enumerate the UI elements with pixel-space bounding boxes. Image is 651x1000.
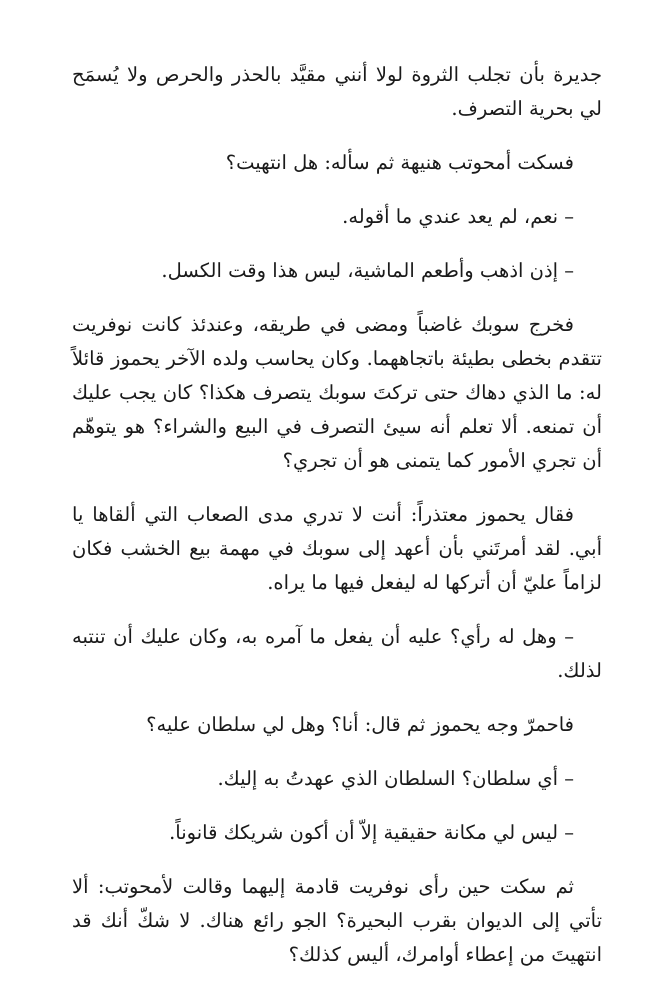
paragraph-narration: فاحمرّ وجه يحموز ثم قال: أنا؟ وهل لي سلطان عليه؟ xyxy=(146,713,574,736)
dialogue-line: – نعم، لم يعد عندي ما أقوله. xyxy=(342,205,574,228)
book-page xyxy=(72,58,602,992)
paragraph-narration: فقال يحموز معتذراً: أنت لا تدري مدى الصعاب التي ألقاها يا أبي. لقد أمرتَني بأن أعهد إلى سوبك في مهمة بيع الخشب فكان لزاماً عليّ أن أتركها له ليفعل فيها ما يراه. xyxy=(72,503,602,594)
dialogue-line: – ليس لي مكانة حقيقية إلاّ أن أكون شريكك قانوناً. xyxy=(169,821,574,844)
paragraph-continuation: جديرة بأن تجلب الثروة لولا أنني مقيَّد بالحذر والحرص ولا يُسمَح لي بحرية التصرف. xyxy=(72,63,602,120)
paragraph-narration: فخرج سوبك غاضباً ومضى في طريقه، وعندئذ كانت نوفريت تتقدم بخطى بطيئة باتجاههما. وكان يحاسب ولده الآخر يحموز قائلاً له: ما الذي دهاك حتى تركتَ سوبك يتصرف هكذا؟ كان يجب عليك أن تمنعه. ألا تعلم أنه سيئ التصرف في البيع والشراء؟ هو يتوهّم أن تجري الأمور كما يتمنى هو أن تجري؟ xyxy=(72,313,602,472)
dialogue-line: – إذن اذهب وأطعم الماشية، ليس هذا وقت الكسل. xyxy=(161,259,574,282)
paragraph-narration: فسكت أمحوتب هنيهة ثم سأله: هل انتهيت؟ xyxy=(225,151,574,174)
paragraph-narration: ثم سكت حين رأى نوفريت قادمة إليهما وقالت لأمحوتب: ألا تأتي إلى الديوان بقرب البحيرة؟ الجو رائع هناك. لا شكّ أنك قد انتهيتَ من إعطاء أوامرك، أليس كذلك؟ xyxy=(72,875,602,966)
dialogue-line: – أي سلطان؟ السلطان الذي عهدتُ به إليك. xyxy=(217,767,574,790)
dialogue-line: – وهل له رأي؟ عليه أن يفعل ما آمره به، وكان عليك أن تنتبه لذلك. xyxy=(72,625,602,682)
